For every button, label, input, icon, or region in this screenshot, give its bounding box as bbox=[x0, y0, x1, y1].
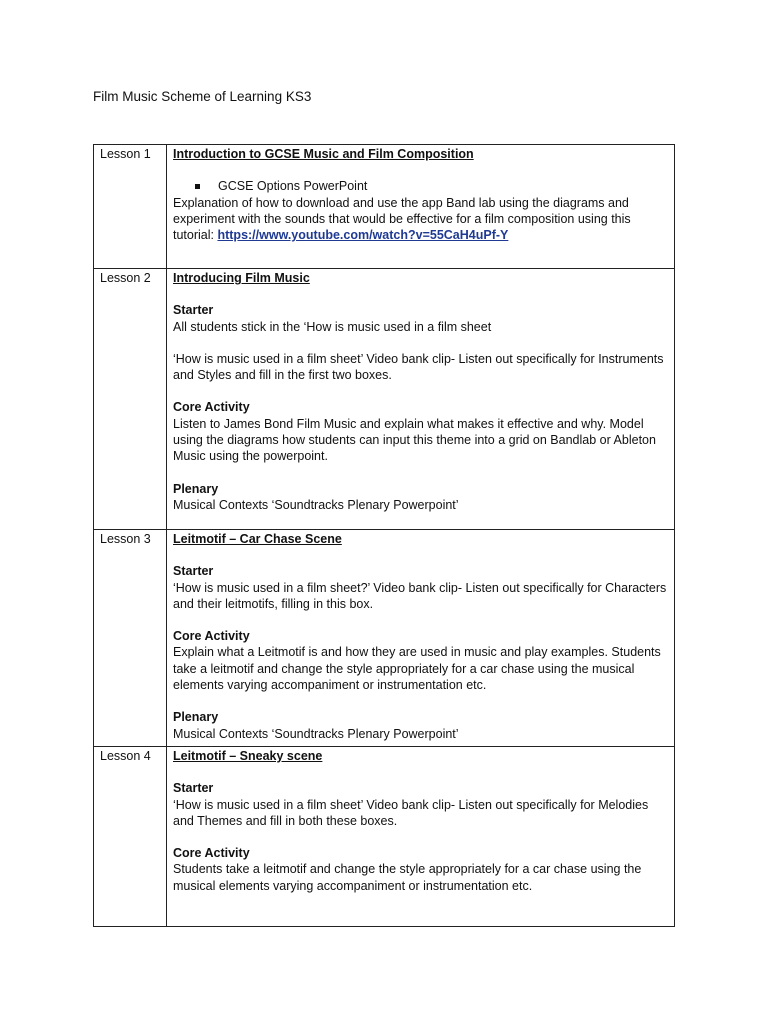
table-row bbox=[94, 530, 675, 747]
lesson-label: Lesson 4 bbox=[94, 746, 167, 926]
lesson-content bbox=[167, 145, 675, 269]
starter-heading: Starter bbox=[173, 564, 214, 579]
core-activity-heading: Core Activity bbox=[173, 846, 250, 861]
lesson-table bbox=[93, 144, 675, 927]
starter-text: ‘How is music used in a film sheet’ Video bank clip- Listen out specifically for Melodies and Themes and fill in both these boxes. bbox=[173, 797, 649, 828]
starter-text: ‘How is music used in a film sheet?’ Video bank clip- Listen out specifically for Characters and their leitmotifs, filling in this box. bbox=[173, 580, 667, 611]
bullet-text: GCSE Options PowerPoint bbox=[218, 179, 368, 194]
core-activity-text: Listen to James Bond Film Music and explain what makes it effective and why. Model using the diagrams how students can input this theme into a grid on Bandlab or Ableton Music using the powerpoint. bbox=[173, 416, 656, 464]
core-activity-text: Explain what a Leitmotif is and how they are used in music and play examples. Students take a leitmotif and change the style appropriately for a car chase using the musical elements varying accompaniment or instrumentation etc. bbox=[173, 645, 661, 693]
lesson-title: Leitmotif – Car Chase Scene bbox=[173, 532, 342, 546]
table-row bbox=[94, 746, 675, 926]
starter-heading: Starter bbox=[173, 781, 214, 796]
lesson-content bbox=[167, 530, 675, 747]
table-row bbox=[94, 145, 675, 269]
lesson-content bbox=[167, 269, 675, 530]
lesson-label: Lesson 2 bbox=[94, 269, 167, 530]
core-activity-text: Students take a leitmotif and change the style appropriately for a car chase using the musical elements varying accompaniment or instrumentation etc. bbox=[173, 862, 642, 893]
core-activity-heading: Core Activity bbox=[173, 629, 250, 644]
table-row bbox=[94, 269, 675, 530]
lesson-content bbox=[167, 746, 675, 926]
document-title: Film Music Scheme of Learning KS3 bbox=[93, 89, 312, 104]
lesson-label: Lesson 1 bbox=[94, 145, 167, 269]
plenary-text: Musical Contexts ‘Soundtracks Plenary Powerpoint’ bbox=[173, 726, 459, 741]
bullet-item bbox=[173, 178, 668, 194]
starter-text-2: ‘How is music used in a film sheet’ Video bank clip- Listen out specifically for Instruments and Styles and fill in the first two boxes. bbox=[173, 351, 664, 383]
lesson-title: Leitmotif – Sneaky scene bbox=[173, 748, 323, 763]
starter-text: All students stick in the ‘How is music used in a film sheet bbox=[173, 319, 492, 334]
lesson-title: Introduction to GCSE Music and Film Composition bbox=[173, 147, 474, 161]
description-text: Explanation of how to download and use the app Band lab using the diagrams and experiment with the sounds that would be effective for a film composition using this tutorial: bbox=[173, 195, 631, 243]
tutorial-link[interactable]: https://www.youtube.com/watch?v=55CaH4uPf-Y bbox=[217, 228, 509, 243]
square-bullet-icon bbox=[195, 184, 200, 189]
plenary-heading: Plenary bbox=[173, 481, 219, 496]
lesson-title: Introducing Film Music bbox=[173, 271, 310, 285]
plenary-text: Musical Contexts ‘Soundtracks Plenary Powerpoint’ bbox=[173, 497, 459, 512]
lesson-description bbox=[173, 195, 668, 244]
plenary-heading: Plenary bbox=[173, 710, 219, 725]
lesson-label: Lesson 3 bbox=[94, 530, 167, 747]
starter-heading: Starter bbox=[173, 303, 214, 318]
core-activity-heading: Core Activity bbox=[173, 400, 250, 415]
